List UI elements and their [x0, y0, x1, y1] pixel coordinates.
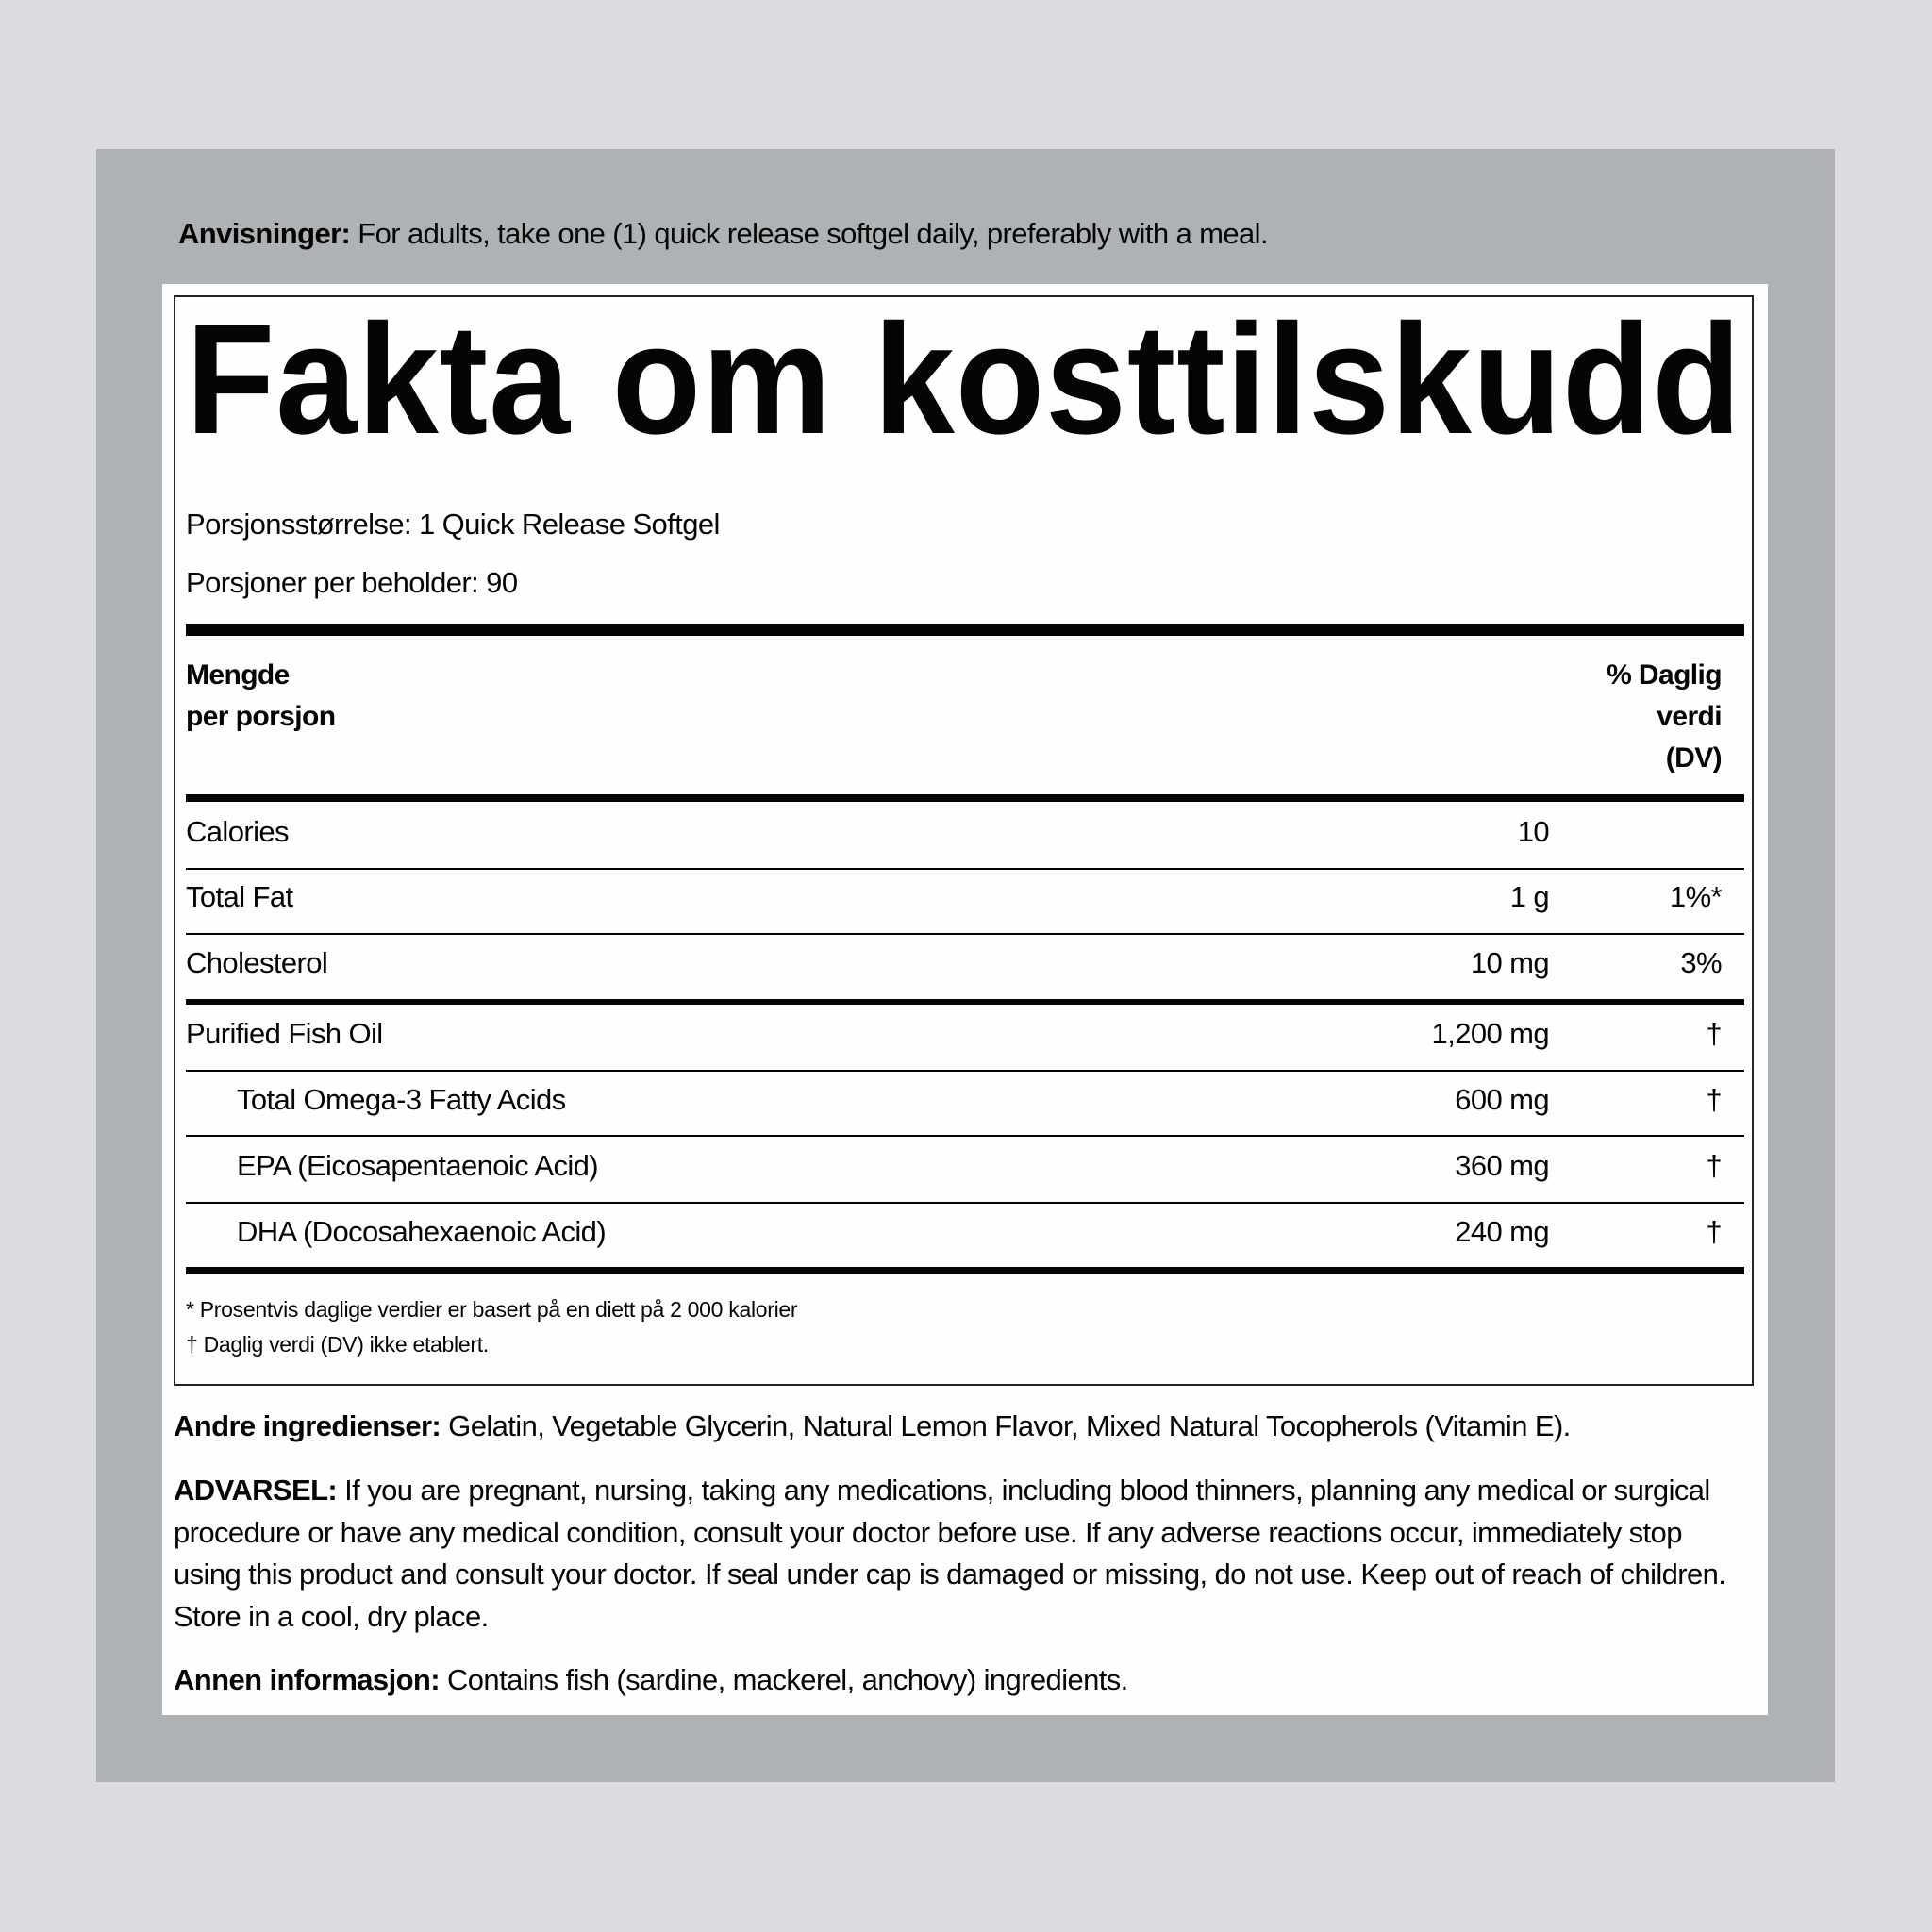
row-name: Total Fat [186, 880, 293, 913]
header-dv-line1: % Daglig [1607, 659, 1722, 691]
row-dv: 1%* [1669, 880, 1722, 913]
bottom-divider [186, 1267, 1744, 1274]
row-dv: † [1706, 1083, 1722, 1116]
other-ingredients-text: Gelatin, Vegetable Glycerin, Natural Lemon Flavor, Mixed Natural Tocopherols (Vitamin E). [441, 1409, 1571, 1442]
serving-size: Porsjonsstørrelse: 1 Quick Release Softgel [186, 508, 720, 541]
header-amount-line1: Mengde [186, 659, 290, 691]
row-dv: 3% [1680, 946, 1722, 979]
row-divider [186, 933, 1744, 935]
row-name: Calories [186, 815, 289, 848]
servings-per-container: Porsjoner per beholder: 90 [186, 566, 518, 599]
row-divider [186, 1202, 1744, 1204]
medium-divider [186, 794, 1744, 802]
warning [174, 1470, 1730, 1638]
footnote-dv-not-established: † Daglig verdi (DV) ikke etablert. [186, 1332, 489, 1357]
header-dv-line3: (DV) [1665, 742, 1722, 774]
row-amount: 600 mg [1455, 1083, 1549, 1116]
row-amount: 1,200 mg [1431, 1017, 1549, 1050]
row-name: Cholesterol [186, 946, 328, 979]
row-name: Purified Fish Oil [186, 1017, 383, 1050]
other-info [174, 1659, 1730, 1702]
row-dv: † [1706, 1017, 1722, 1050]
other-ingredients-label: Andre ingredienser: [174, 1409, 441, 1442]
warning-text: If you are pregnant, nursing, taking any medications, including blood thinners, planning any medical or surgical procedure or have any medical condition, consult your doctor before use. If any adverse reactions occur, immediately stop using this product and consult your doctor. If seal under cap is damaged or missing, do not use. Keep out of reach of children. Store in a cool, dry place. [174, 1474, 1726, 1633]
facts-title: Fakta om kosttilskudd [186, 292, 1742, 467]
directions-text: For adults, take one (1) quick release softgel daily, preferably with a meal. [350, 217, 1268, 250]
row-name: EPA (Eicosapentaenoic Acid) [237, 1149, 599, 1182]
header-amount-line2: per porsjon [186, 701, 336, 732]
other-ingredients [174, 1406, 1730, 1448]
row-amount: 1 g [1509, 880, 1549, 913]
thick-divider [186, 624, 1744, 636]
row-amount: 10 mg [1470, 946, 1549, 979]
row-name: Total Omega-3 Fatty Acids [237, 1083, 566, 1116]
row-divider [186, 868, 1744, 870]
directions [178, 215, 1268, 253]
row-dv: † [1706, 1149, 1722, 1182]
row-amount: 10 [1517, 815, 1549, 848]
row-dv: † [1706, 1215, 1722, 1248]
row-divider [186, 1070, 1744, 1072]
section-divider [186, 999, 1744, 1005]
row-name: DHA (Docosahexaenoic Acid) [237, 1215, 607, 1248]
header-dv-line2: verdi [1657, 701, 1722, 732]
other-info-text: Contains fish (sardine, mackerel, anchovy) ingredients. [439, 1663, 1128, 1696]
row-amount: 360 mg [1455, 1149, 1549, 1182]
warning-label: ADVARSEL: [174, 1474, 338, 1507]
row-divider [186, 1135, 1744, 1137]
row-amount: 240 mg [1455, 1215, 1549, 1248]
other-info-label: Annen informasjon: [174, 1663, 440, 1696]
footnote-daily-values: * Prosentvis daglige verdier er basert på en diett på 2 000 kalorier [186, 1297, 798, 1322]
directions-label: Anvisninger: [178, 217, 351, 250]
